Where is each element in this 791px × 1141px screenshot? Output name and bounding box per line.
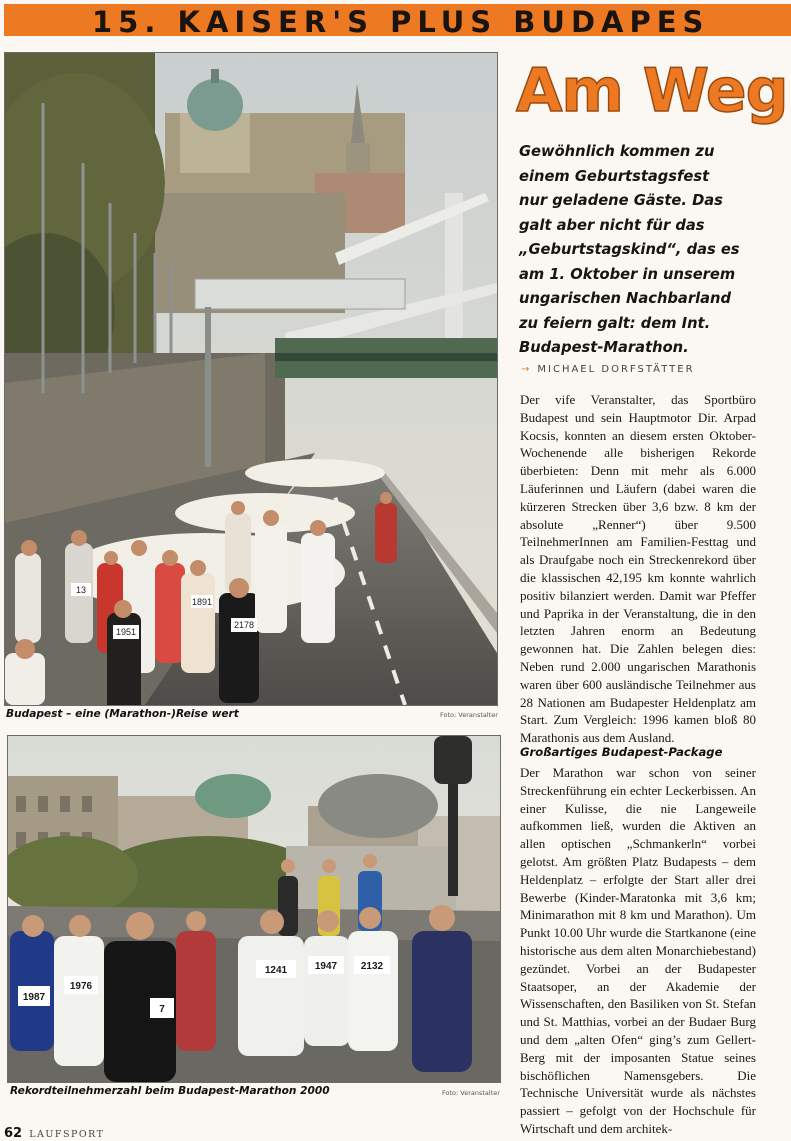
magazine-name: LAUFSPORT: [29, 1129, 105, 1140]
body-paragraph: Der Marathon war schon von seiner Streckenführung ein echter Leckerbissen. An einer Kulisse, die nie Langeweile aufkommen ließ, wurden die Aktiven an allen optischen „Schmankerln“ vorbei gelotst. Am größten Platz Budapests – dem Heldenplatz – erfolgte der Start aller drei Bewerbe (Kinder-Maratonka mit 3,6 km; Minimarathon mit 8 km und Marathon). Um Punkt 10.00 Uhr wurde die Startkanone (eine historische aus dem alten Monarchiebestand) gezündet. Vorbei an der Budapester Staatsoper, an der Akademie der Wissenschaften, den Basiliken von St. Stefan und St. Matthias, vorbei an der Budaer Burg und dem „alten Ofen“ ging’s zum Gellert-Berg mit der imposanten Statue seines bischöflichen Namensgebers. Die Technische Universität wurde als nächstes passiert – gefolgt von der Hochschule für Wirtschaft und dem architek-: [520, 765, 756, 1136]
photo-2-bib: 1987: [22, 992, 46, 1003]
section-subheading: Großartiges Budapest-Package: [520, 745, 723, 759]
author-byline: [521, 364, 695, 375]
body-text-part-1: [520, 391, 756, 747]
photo-2-bib: 2132: [360, 961, 384, 972]
lead-line: nur geladene Gäste. Das: [519, 192, 723, 209]
lead-line: zu feiern galt: dem Int.: [519, 314, 711, 332]
lead-line: galt aber nicht für das: [519, 216, 705, 234]
photo-2-bib: 1976: [69, 981, 93, 992]
photo-1-credit: Foto: Veranstalter: [440, 711, 498, 719]
photo-2-bib: 1241: [264, 965, 288, 976]
photo-2-illustration: [8, 736, 500, 1082]
photo-2-caption: Rekordteilnehmerzahl beim Budapest-Marathon 2000: [10, 1085, 330, 1097]
lead-line: Budapest-Marathon.: [519, 339, 689, 356]
lead-line: ungarischen Nachbarland: [519, 290, 732, 307]
photo-1-bib: 1951: [115, 627, 137, 637]
author-name: MICHAEL DORFSTÄTTER: [537, 364, 695, 375]
body-text-part-2: [520, 764, 756, 1138]
section-banner-text: 15. KAISER'S PLUS BUDAPES: [92, 5, 710, 36]
photo-1-caption: Budapest – eine (Marathon-)Reise wert: [6, 708, 239, 720]
photo-2-bib: 7: [159, 1004, 165, 1015]
body-paragraph: Der vife Veranstalter, das Sportbüro Budapest und sein Hauptmotor Dir. Arpad Kocsis, konnten an diesem ersten Oktober-Wochenende alle bisherigen Rekorde überbieten: Denn mit mehr als 6.000 Läuferinnen und Läufern (dabei waren die kürzeren Strecken über 3,6 bzw. 8 km der absolute „Renner“) über 9.500 TeilnehmerInnen am Familien-Festtag und als Draufgabe noch ein Streckenrekord über die klassischen 42,195 km konnte wahrlich positiv bilanziert werden. Damit war Pfeffer und Paprika in der Veranstaltung, die in den letzten Jahren enorm an Bedeutung gewonnen hat. Die Zahlen belegen dies: Neben rund 2.000 ungarischen Marathonis waren über 600 ausländische Teilnehmer aus 28 Nationen am Budapester Heldenplatz am Start. Zum Vergleich: 1996 kamen bloß 80 Marathonis aus dem Ausland.: [520, 392, 756, 746]
article-headline: Am Weg: [516, 56, 788, 126]
photo-1-bib: 1891: [191, 597, 213, 607]
photo-record-participants: [7, 735, 501, 1083]
photo-1-bib: 13: [75, 585, 87, 595]
page-number: 62: [4, 1126, 23, 1141]
lead-line: am 1. Oktober in unserem: [519, 265, 736, 283]
pen-arrow-icon: →: [521, 364, 530, 375]
photo-2-credit: Foto: Veranstalter: [442, 1089, 500, 1097]
lead-line: Gewöhnlich kommen zu: [519, 143, 715, 160]
section-banner: [4, 4, 791, 36]
photo-1-illustration: [5, 53, 497, 705]
page-footer: [4, 1122, 104, 1141]
photo-2-bib: 1947: [314, 961, 338, 972]
lead-line: „Geburtstagskind“, das es: [519, 241, 740, 258]
lead-line: einem Geburtstagsfest: [519, 167, 710, 185]
photo-budapest-marathon-route: [4, 52, 498, 706]
lead-paragraph: [519, 140, 747, 361]
photo-1-bib: 2178: [233, 620, 255, 630]
